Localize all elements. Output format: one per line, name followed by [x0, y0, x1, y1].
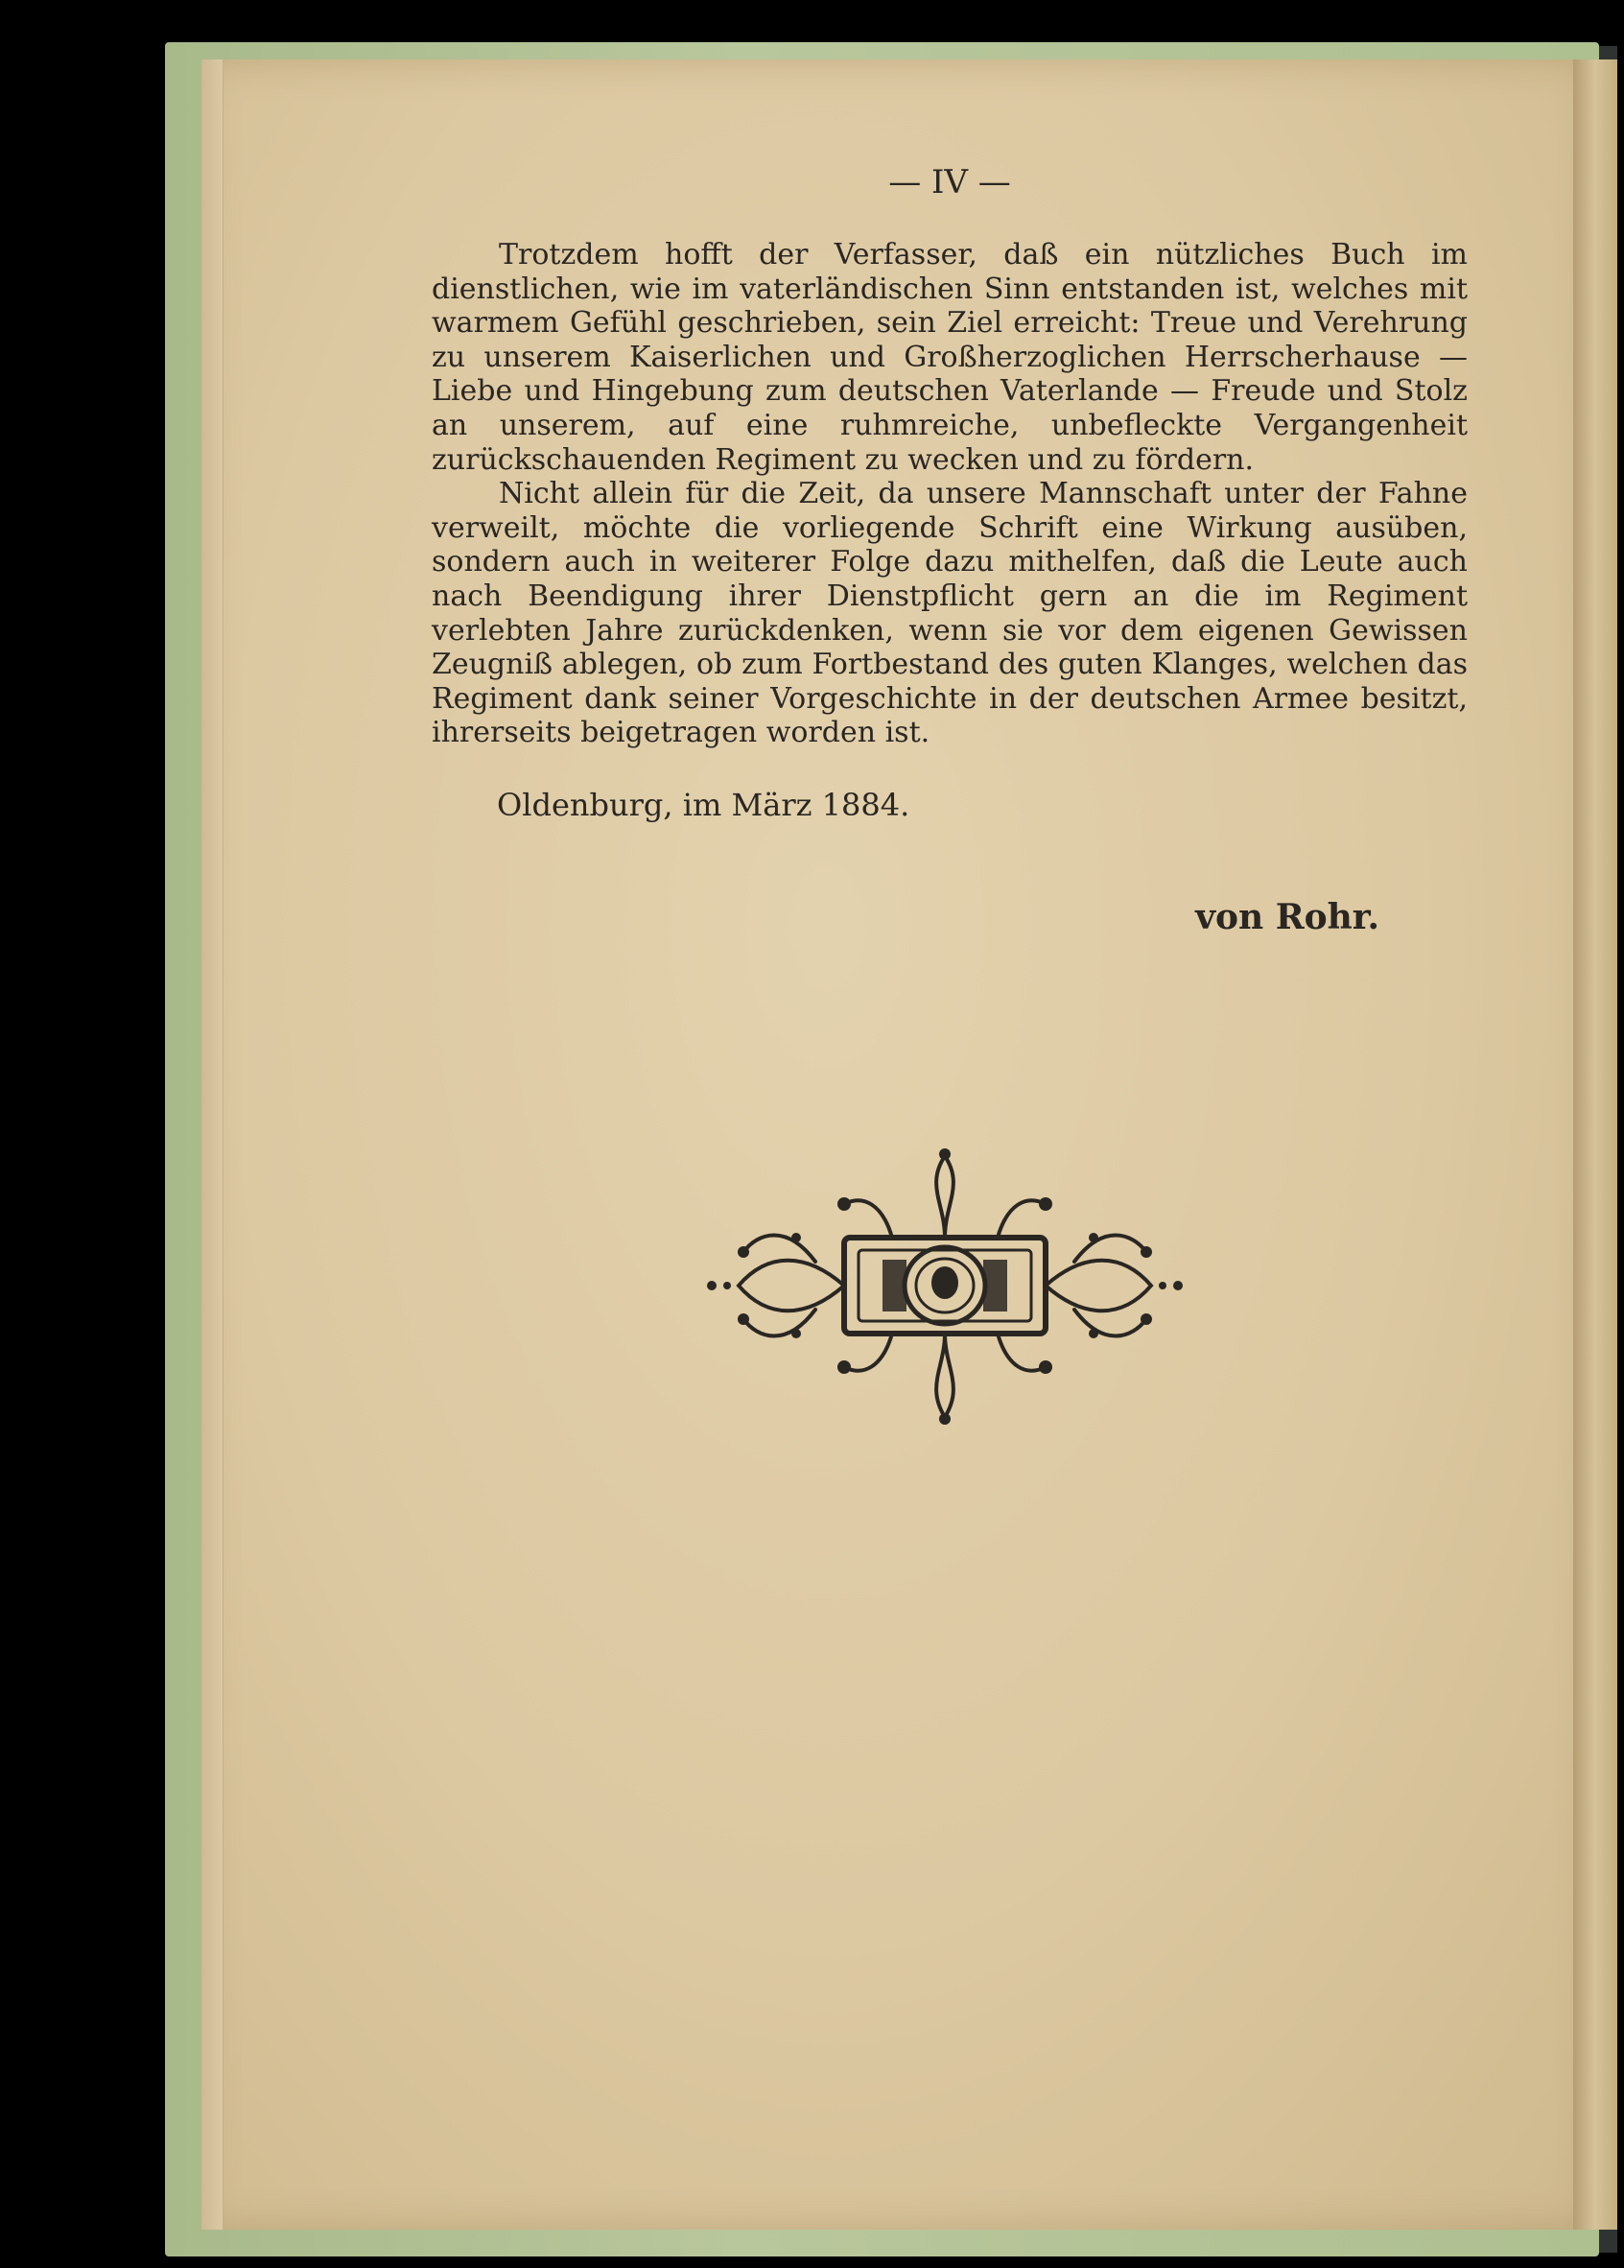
printers-ornament-icon [700, 1146, 1189, 1425]
author-signature: von Rohr. [1195, 897, 1379, 937]
page-number: — IV — [888, 163, 1011, 201]
book-gutter [1573, 59, 1617, 2230]
place-and-date: Oldenburg, im März 1884. [497, 787, 910, 823]
paragraph-1: Trotzdem hofft der Verfasser, daß ein nützliches Buch im dienstlichen, wie im vaterländischen Sinn entstanden ist, welches mit warmem Gefühl geschrieben, sein Ziel erreicht: Treue und Verehrung zu unserem Kaiserlichen und Großherzoglichen Herrscherhause — Liebe und Hingebung zum deutschen Vaterlande — Freude und Stolz an unserem, auf eine ruhmreiche, unbefleckte Vergangenheit zurückschauenden Regiment zu wecken und zu fördern. [432, 238, 1468, 477]
paragraph-2: Nicht allein für die Zeit, da unsere Mannschaft unter der Fahne verweilt, möchte die vorliegende Schrift eine Wirkung ausüben, sondern auch in weiterer Folge dazu mithelfen, daß die Leute auch nach Beendigung ihrer Dienstpflicht gern an die im Regiment verlebten Jahre zurückdenken, wenn sie vor dem eigenen Gewissen Zeugniß ablegen, ob zum Fortbestand des guten Klanges, welchen das Regiment dank seiner Vorgeschichte in der deutschen Armee besitzt, ihrerseits beigetragen worden ist. [432, 477, 1468, 750]
body-text [432, 238, 1468, 750]
page-edge-stack [201, 59, 224, 2230]
